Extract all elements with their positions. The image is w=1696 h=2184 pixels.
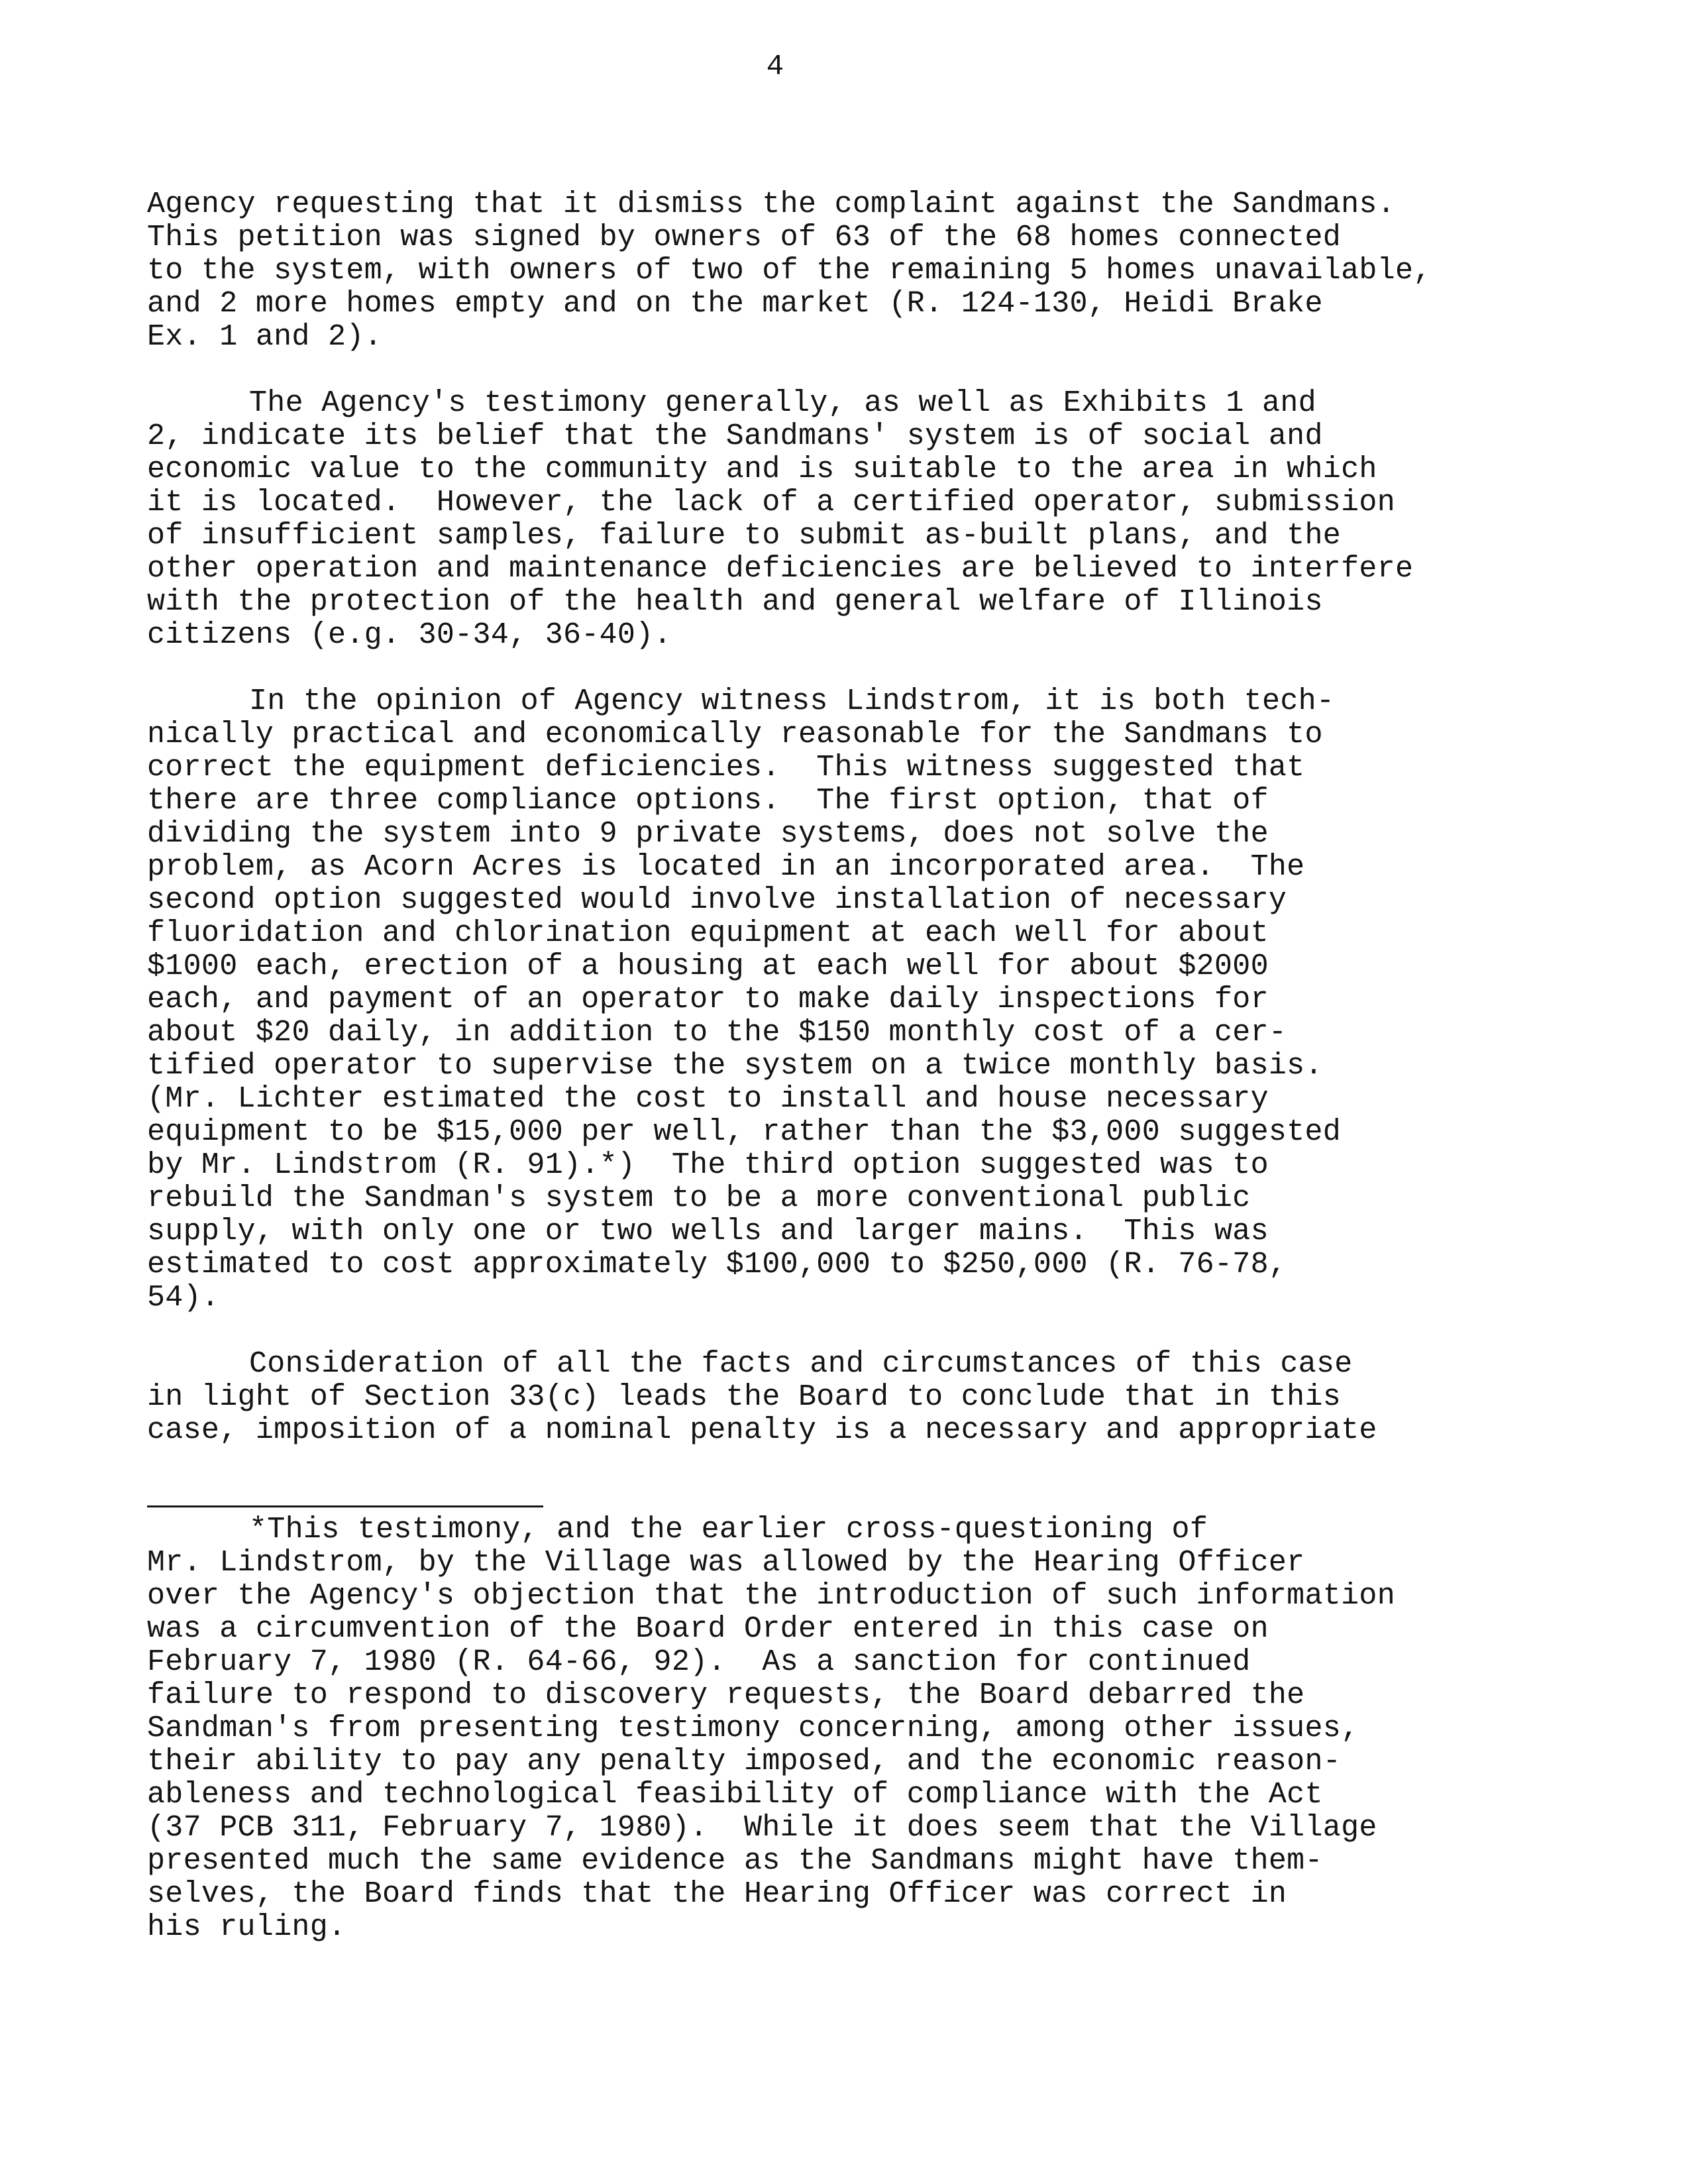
body-line: of insufficient samples, failure to submit as-built plans, and the [147,519,1342,553]
footnote-separator [147,1505,543,1507]
body-line: rebuild the Sandman's system to be a more conventional public [147,1181,1251,1215]
footnote-line: selves, the Board finds that the Hearing Officer was correct in [147,1877,1287,1911]
body-line: equipment to be $15,000 per well, rather than the $3,000 suggested [147,1115,1342,1149]
body-line: other operation and maintenance deficiencies are believed to interfere [147,552,1414,586]
body-line: $1000 each, erection of a housing at each well for about $2000 [147,950,1269,983]
body-line: correct the equipment deficiencies. This witness suggested that [147,751,1305,785]
footnote-line: February 7, 1980 (R. 64-66, 92). As a sanction for continued [147,1645,1251,1679]
footnote-line: (37 PCB 311, February 7, 1980). While it does seem that the Village [147,1811,1377,1845]
body-line: This petition was signed by owners of 63 of the 68 homes connected [147,221,1342,254]
body-line: it is located. However, the lack of a certified operator, submission [147,486,1396,519]
footnote-line: over the Agency's objection that the introduction of such information [147,1579,1396,1613]
footnote-line: ableness and technological feasibility of compliance with the Act [147,1778,1323,1812]
body-line: each, and payment of an operator to make daily inspections for [147,983,1269,1016]
footnote-line: his ruling. [147,1910,346,1944]
body-line: and 2 more homes empty and on the market (R. 124-130, Heidi Brake [147,287,1323,321]
body-line: to the system, with owners of two of the remaining 5 homes unavailable, [147,254,1432,288]
footnote-line: Mr. Lindstrom, by the Village was allowed by the Hearing Officer [147,1546,1305,1580]
body-line: 2, indicate its belief that the Sandmans' system is of social and [147,419,1323,453]
body-line: 54). [147,1281,220,1315]
page-number: 4 [766,50,784,83]
body-line: nically practical and economically reasonable for the Sandmans to [147,718,1323,751]
body-line: Agency requesting that it dismiss the complaint against the Sandmans. [147,188,1396,221]
body-line: problem, as Acorn Acres is located in an incorporated area. The [147,850,1305,884]
footnote-line: was a circumvention of the Board Order entered in this case on [147,1612,1269,1646]
body-line: (Mr. Lichter estimated the cost to install and house necessary [147,1082,1269,1116]
body-line: In the opinion of Agency witness Lindstrom, it is both tech- [249,684,1335,718]
body-line: second option suggested would involve installation of necessary [147,883,1287,917]
body-line: supply, with only one or two wells and larger mains. This was [147,1215,1269,1248]
footnote-line: failure to respond to discovery requests, the Board debarred the [147,1678,1305,1712]
footnote-line: their ability to pay any penalty imposed, and the economic reason- [147,1745,1342,1778]
body-line: estimated to cost approximately $100,000 to $250,000 (R. 76-78, [147,1248,1287,1282]
body-line: economic value to the community and is suitable to the area in which [147,453,1377,486]
body-line: with the protection of the health and general welfare of Illinois [147,585,1323,619]
body-line: fluoridation and chlorination equipment at each well for about [147,916,1269,950]
body-line: tified operator to supervise the system on a twice monthly basis. [147,1049,1323,1083]
body-line: citizens (e.g. 30-34, 36-40). [147,618,672,652]
body-line: The Agency's testimony generally, as well as Exhibits 1 and [249,386,1316,420]
body-line: by Mr. Lindstrom (R. 91).*) The third option suggested was to [147,1148,1269,1182]
body-line: there are three compliance options. The first option, that of [147,784,1269,818]
body-line: in light of Section 33(c) leads the Board to conclude that in this [147,1380,1342,1414]
body-line: about $20 daily, in addition to the $150 monthly cost of a cer- [147,1016,1287,1050]
footnote-line: presented much the same evidence as the Sandmans might have them- [147,1844,1323,1878]
footnote-line: *This testimony, and the earlier cross-questioning of [249,1513,1208,1547]
body-line: Consideration of all the facts and circumstances of this case [249,1347,1353,1381]
body-line: case, imposition of a nominal penalty is a necessary and appropriate [147,1413,1377,1447]
body-line: Ex. 1 and 2). [147,320,382,354]
footnote-line: Sandman's from presenting testimony concerning, among other issues, [147,1712,1359,1745]
body-line: dividing the system into 9 private systems, does not solve the [147,817,1269,851]
